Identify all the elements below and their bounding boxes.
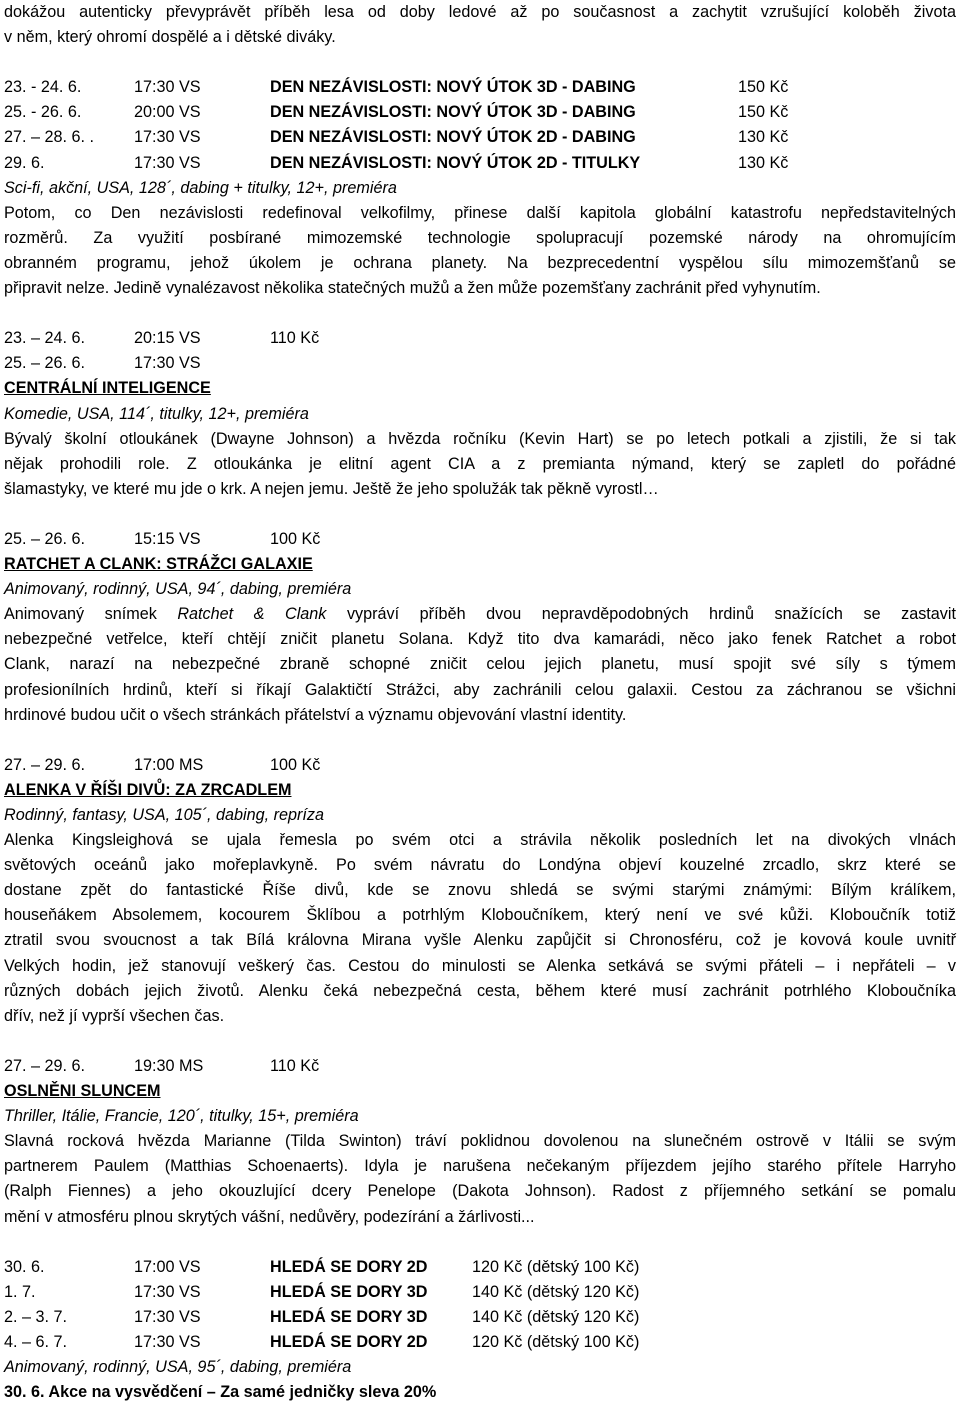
film-title: ALENKA V ŘÍŠI DIVŮ: ZA ZRCADLEM <box>4 780 292 799</box>
screening-title: HLEDÁ SE DORY 3D <box>270 1282 428 1301</box>
film-meta: Animovaný, rodinný, USA, 94´, dabing, premiéra <box>4 580 352 599</box>
screening-price: 130 Kč <box>738 128 789 147</box>
screening-time: 20:00 VS <box>134 103 201 122</box>
screening-title: DEN NEZÁVISLOSTI: NOVÝ ÚTOK 2D - TITULKY <box>270 153 641 172</box>
screening-price: 150 Kč <box>738 103 789 122</box>
screening-price: 150 Kč <box>738 78 789 97</box>
screening-date: 25. – 26. 6. <box>4 354 86 373</box>
film-description-line: profesionílních hrdinů, kteří si říkají Galaktičtí Strážci, aby zachránili celou galaxii. Cestou za záchranou se všichni <box>4 680 956 699</box>
film-description-line: Clank, narazí na nebezpečné zbraně schopné zničit celou jejich planetu, musí spojit své síly s týmem <box>4 655 956 674</box>
screening-row <box>4 527 956 552</box>
screening-row <box>4 1054 956 1079</box>
screening-date: 4. – 6. 7. <box>4 1332 67 1351</box>
film-description-line: Velkých hodin, jež stanovují veškerý čas. Cestou do minulosti se Alenka setkává se svými přáteli – i nepřáteli – v <box>4 956 956 975</box>
screening-row <box>4 753 956 778</box>
screening-price: 110 Kč <box>270 329 320 348</box>
film-description-line: obranném programu, jehož úkolem je ochrana planety. Na bezprecedentní vyspělou sílu mimozemšťanů se <box>4 253 956 272</box>
film-description-line: Potom, co Den nezávislosti redefinoval velkofilmy, přinese další kapitola globální katastrofu nepředstavitelných <box>4 203 956 222</box>
screening-title: HLEDÁ SE DORY 2D <box>270 1332 428 1351</box>
screening-row <box>4 125 956 150</box>
screening-date: 2. – 3. 7. <box>4 1307 67 1326</box>
screening-row <box>4 151 956 176</box>
film-description-line: Alenka Kingsleighová se ujala řemesla po svém otci a strávila několik posledních let na divokých vlnách <box>4 831 956 850</box>
screening-price: 120 Kč (dětský 100 Kč) <box>472 1332 640 1351</box>
screening-price: 140 Kč (dětský 120 Kč) <box>472 1282 640 1301</box>
film-description-line: světových oceánů jako mořeplavkyně. Po svém návratu do Londýna objeví kouzelné zrcadlo, skrz které se <box>4 856 956 875</box>
film-description-line: Bývalý školní otloukánek (Dwayne Johnson) a hvězda ročníku (Kevin Hart) se po letech potkali a zjistili, že si tak <box>4 429 956 448</box>
screening-time: 17:30 VS <box>134 1307 201 1326</box>
film-description-line: nějak prohodili role. Z otloukánka je elitní agent CIA a z premianta nýmand, který se zapletl do pořádné <box>4 454 956 473</box>
film-description-line: dřív, než jí vyprší všechen čas. <box>4 1006 225 1025</box>
film-description-line: ztratil svou svoucnost a tak Bílá královna Mirana vyšle Alenku zapůjčit si Chronosféru, což je kovová koule uvnitř <box>4 931 956 950</box>
screening-time: 17:30 VS <box>134 354 201 373</box>
screening-price: 100 Kč <box>270 529 321 548</box>
film-title: RATCHET A CLANK: STRÁŽCI GALAXIE <box>4 555 313 574</box>
film-description-line: houseňákem Absolemem, kocourem Šklíbou a potrhlým Kloboučníkem, který není ve své kůži. Kloboučník totiž <box>4 906 956 925</box>
screening-row <box>4 75 956 100</box>
screening-date: 27. – 28. 6. . <box>4 128 94 147</box>
screening-price: 140 Kč (dětský 120 Kč) <box>472 1307 640 1326</box>
screening-time: 20:15 VS <box>134 329 201 348</box>
screening-time: 17:30 VS <box>134 1332 201 1351</box>
desc-text: Animovaný snímek <box>4 605 178 624</box>
screening-date: 27. – 29. 6. <box>4 755 86 774</box>
film-description-line: (Ralph Fiennes) a jeho okouzlující dcery Penelope (Dakota Johnson). Radost z příjemného setkání se pomalu <box>4 1182 956 1201</box>
film-description-line: Slavná rocková hvězda Marianne (Tilda Swinton) tráví poklidnou dovolenou na slunečném ostrově v Itálii se svým <box>4 1132 956 1151</box>
screening-time: 17:30 VS <box>134 1282 201 1301</box>
screening-price: 130 Kč <box>738 153 789 172</box>
screening-price: 120 Kč (dětský 100 Kč) <box>472 1257 640 1276</box>
film-description-line: partnerem Paulem (Matthias Schoenaerts). Idyla je narušena nečekaným příjezdem jejího starého přítele Harryho <box>4 1157 956 1176</box>
desc-film-name: Ratchet & Clank <box>177 605 327 624</box>
screening-price: 100 Kč <box>270 755 321 774</box>
screening-date: 23. – 24. 6. <box>4 329 86 348</box>
screening-row <box>4 1305 956 1330</box>
film-meta: Rodinný, fantasy, USA, 105´, dabing, repríza <box>4 806 325 824</box>
screening-title: DEN NEZÁVISLOSTI: NOVÝ ÚTOK 3D - DABING <box>270 78 636 97</box>
film-description-line: dostane zpět do fantastické Říše divů, kde se znovu shledá se svými starými známými: Bílým králíkem, <box>4 881 956 900</box>
screening-date: 27. – 29. 6. <box>4 1056 86 1075</box>
screening-title: DEN NEZÁVISLOSTI: NOVÝ ÚTOK 3D - DABING <box>270 103 636 122</box>
screening-title: HLEDÁ SE DORY 2D <box>270 1257 428 1276</box>
film-title: OSLNĚNI SLUNCEM <box>4 1082 161 1101</box>
promo-line: 30. 6. Akce na vysvědčení – Za samé jedničky sleva 20% <box>4 1383 437 1402</box>
screening-time: 17:30 VS <box>134 78 201 97</box>
film-title: CENTRÁLNÍ INTELIGENCE <box>4 379 211 398</box>
screening-title: DEN NEZÁVISLOSTI: NOVÝ ÚTOK 2D - DABING <box>270 128 636 147</box>
screening-date: 29. 6. <box>4 153 45 172</box>
film-meta: Komedie, USA, 114´, titulky, 12+, premiéra <box>4 404 309 423</box>
film-description-line: hrdinové budou učit o všech stránkách přátelství a významu objevování vlastní identity. <box>4 705 627 724</box>
intro-line: dokážou autenticky převyprávět příběh lesa od doby ledové až po současnost a zachytit vzrušující koloběh života <box>4 3 956 21</box>
film-description-line: připravit nelze. Jedině vynalézavost několika statečných mužů a žen může pozemšťany zachránit před vyhynutím. <box>4 279 821 298</box>
screening-date: 1. 7. <box>4 1282 36 1301</box>
screening-date: 23. - 24. 6. <box>4 78 82 97</box>
screening-date: 25. – 26. 6. <box>4 529 86 548</box>
screening-date: 25. - 26. 6. <box>4 103 82 122</box>
screening-time: 19:30 MS <box>134 1056 204 1075</box>
screening-time: 17:30 VS <box>134 128 201 147</box>
film-description-line: šlamastyky, ve které mu jde o krk. A nejen jemu. Ještě že jeho spolužák tak pěkně vyrostl… <box>4 479 659 498</box>
screening-row <box>4 1255 956 1280</box>
film-meta: Animovaný, rodinný, USA, 95´, dabing, premiéra <box>4 1358 352 1377</box>
screening-row <box>4 351 956 376</box>
film-description-line <box>4 602 956 627</box>
screening-time: 15:15 VS <box>134 529 201 548</box>
intro-line: v něm, který ohromí dospělé a i dětské diváky. <box>4 28 336 47</box>
desc-text: vypráví příběh dvou nepravděpodobných hrdinů snažících se zastavit <box>326 605 956 624</box>
film-meta: Sci-fi, akční, USA, 128´, dabing + titulky, 12+, premiéra <box>4 178 397 197</box>
screening-row <box>4 1330 956 1355</box>
film-description-line: rozměrů. Za využití posbírané mimozemské technologie spolupracují pozemské národy na ohromujícím <box>4 228 956 247</box>
screening-time: 17:30 VS <box>134 153 201 172</box>
screening-title: HLEDÁ SE DORY 3D <box>270 1307 428 1326</box>
screening-date: 30. 6. <box>4 1257 45 1276</box>
screening-row <box>4 326 956 351</box>
film-meta: Thriller, Itálie, Francie, 120´, titulky, 15+, premiéra <box>4 1107 359 1126</box>
screening-time: 17:00 VS <box>134 1257 201 1276</box>
screening-row <box>4 1280 956 1305</box>
film-description-line: různých dobách jejich životů. Alenku čeká nebezpečná cesta, během které musí zachránit potrhlého Kloboučníka <box>4 981 956 1000</box>
screening-row <box>4 100 956 125</box>
screening-price: 110 Kč <box>270 1056 320 1075</box>
film-description-line: mění v atmosféru plnou skrytých vášní, nedůvěry, podezírání a žárlivosti... <box>4 1207 535 1226</box>
screening-time: 17:00 MS <box>134 755 204 774</box>
film-description-line: nebezpečné vetřelce, kteří chtějí zničit planetu Solana. Když tito dva kamarádi, něco jako fenek Ratchet a robot <box>4 630 956 649</box>
